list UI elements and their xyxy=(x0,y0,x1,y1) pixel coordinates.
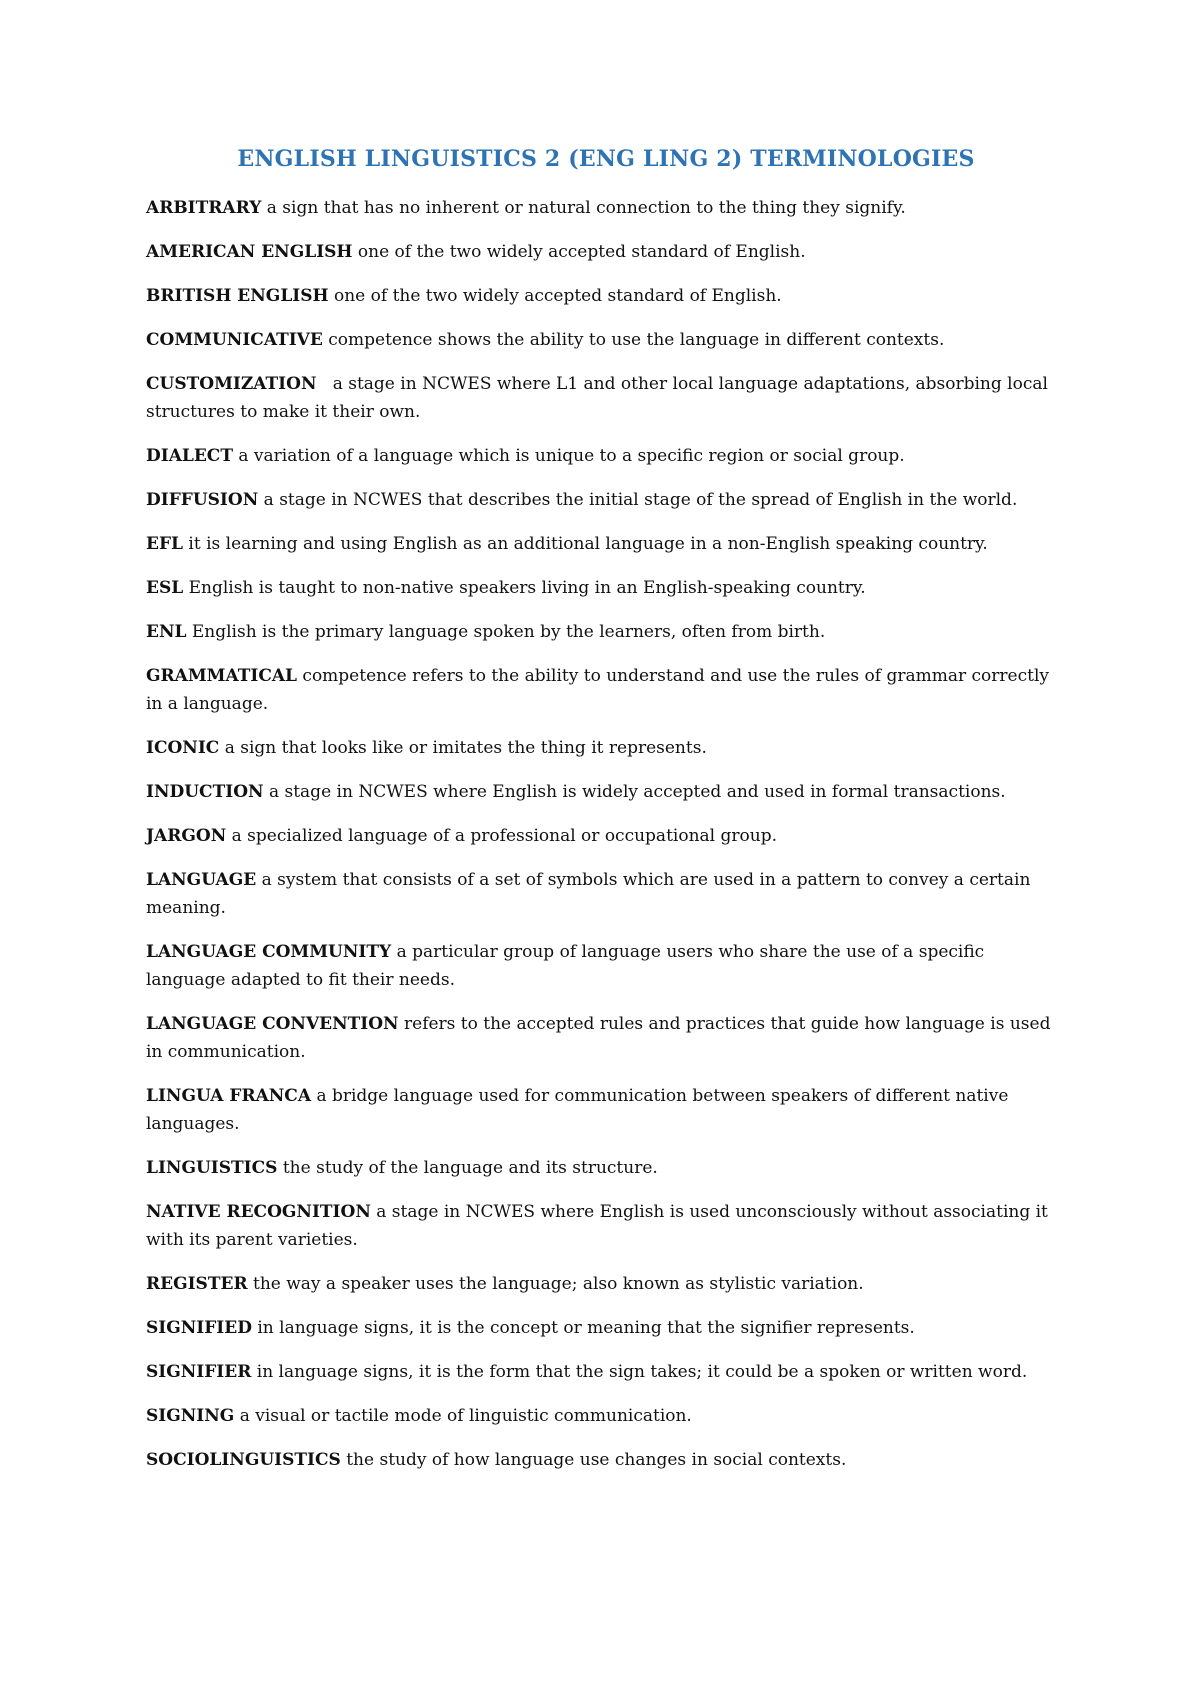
term-label: GRAMMATICAL xyxy=(146,666,298,686)
term-definition: a visual or tactile mode of linguistic communication. xyxy=(239,1406,692,1426)
term-label: ICONIC xyxy=(146,738,220,758)
term-label: COMMUNICATIVE xyxy=(146,330,323,350)
term-label: ESL xyxy=(146,578,184,598)
term-definition: competence refers to the ability to understand and use the rules of grammar correctly in a language. xyxy=(146,666,1055,714)
terminology-entry xyxy=(146,1198,1066,1254)
terminology-entry xyxy=(146,1358,1066,1386)
term-label: SOCIOLINGUISTICS xyxy=(146,1450,341,1470)
term-label: EFL xyxy=(146,534,183,554)
term-label: ENL xyxy=(146,622,187,642)
term-label: ARBITRARY xyxy=(146,198,262,218)
terminology-entry xyxy=(146,1082,1066,1138)
terminology-entry xyxy=(146,662,1066,718)
terminology-entry xyxy=(146,194,1066,222)
term-definition: the study of how language use changes in social contexts. xyxy=(346,1450,847,1470)
term-label: SIGNIFIED xyxy=(146,1318,252,1338)
term-definition: a stage in NCWES where L1 and other local language adaptations, absorbing local structures to make it their own. xyxy=(146,374,1054,422)
term-definition: competence shows the ability to use the language in different contexts. xyxy=(328,330,945,350)
terminology-entry xyxy=(146,1446,1066,1474)
term-label: SIGNING xyxy=(146,1406,235,1426)
term-definition: a stage in NCWES where English is used unconsciously without associating it with its parent varieties. xyxy=(146,1202,1054,1250)
term-definition: a specialized language of a professional or occupational group. xyxy=(231,826,777,846)
term-definition: a stage in NCWES where English is widely accepted and used in formal transactions. xyxy=(268,782,1006,802)
term-label: CUSTOMIZATION xyxy=(146,374,317,394)
term-definition: English is taught to non-native speakers living in an English-speaking country. xyxy=(188,578,866,598)
terminology-entry xyxy=(146,1010,1066,1066)
terminology-entry xyxy=(146,486,1066,514)
term-definition: a bridge language used for communication between speakers of different native languages. xyxy=(146,1086,1014,1134)
term-definition: in language signs, it is the form that the sign takes; it could be a spoken or written word. xyxy=(256,1362,1028,1382)
document-page xyxy=(146,146,1066,1490)
term-definition: one of the two widely accepted standard of English. xyxy=(357,242,806,262)
term-label: LINGUA FRANCA xyxy=(146,1086,312,1106)
term-label: BRITISH ENGLISH xyxy=(146,286,329,306)
terminology-entry xyxy=(146,574,1066,602)
term-label: AMERICAN ENGLISH xyxy=(146,242,353,262)
term-label: REGISTER xyxy=(146,1274,248,1294)
document-title: ENGLISH LINGUISTICS 2 (ENG LING 2) TERMINOLOGIES xyxy=(237,146,975,172)
term-label: LANGUAGE xyxy=(146,870,257,890)
term-definition: one of the two widely accepted standard of English. xyxy=(333,286,782,306)
terminology-list xyxy=(146,194,1066,1474)
terminology-entry xyxy=(146,530,1066,558)
terminology-entry xyxy=(146,326,1066,354)
term-label: LANGUAGE CONVENTION xyxy=(146,1014,399,1034)
terminology-entry xyxy=(146,1154,1066,1182)
term-label: INDUCTION xyxy=(146,782,264,802)
term-definition: refers to the accepted rules and practices that guide how language is used in communication. xyxy=(146,1014,1056,1062)
terminology-entry xyxy=(146,938,1066,994)
term-definition: English is the primary language spoken by the learners, often from birth. xyxy=(191,622,826,642)
term-definition: a variation of a language which is unique to a specific region or social group. xyxy=(238,446,905,466)
terminology-entry xyxy=(146,822,1066,850)
term-label: SIGNIFIER xyxy=(146,1362,252,1382)
term-label: JARGON xyxy=(146,826,227,846)
terminology-entry xyxy=(146,734,1066,762)
term-definition: a particular group of language users who share the use of a specific language adapted to fit their needs. xyxy=(146,942,990,990)
term-definition: in language signs, it is the concept or meaning that the signifier represents. xyxy=(257,1318,915,1338)
terminology-entry xyxy=(146,1270,1066,1298)
terminology-entry xyxy=(146,238,1066,266)
terminology-entry xyxy=(146,282,1066,310)
term-label: NATIVE RECOGNITION xyxy=(146,1202,371,1222)
term-definition: a stage in NCWES that describes the initial stage of the spread of English in the world. xyxy=(263,490,1018,510)
terminology-entry xyxy=(146,370,1066,426)
term-definition: a sign that looks like or imitates the thing it represents. xyxy=(224,738,707,758)
terminology-entry xyxy=(146,1402,1066,1430)
term-definition: a system that consists of a set of symbols which are used in a pattern to convey a certain meaning. xyxy=(146,870,1036,918)
term-label: DIALECT xyxy=(146,446,233,466)
terminology-entry xyxy=(146,442,1066,470)
terminology-entry xyxy=(146,866,1066,922)
term-definition: a sign that has no inherent or natural connection to the thing they signify. xyxy=(266,198,906,218)
term-definition: the way a speaker uses the language; also known as stylistic variation. xyxy=(252,1274,864,1294)
term-label: DIFFUSION xyxy=(146,490,259,510)
terminology-entry xyxy=(146,778,1066,806)
term-label: LINGUISTICS xyxy=(146,1158,278,1178)
term-label: LANGUAGE COMMUNITY xyxy=(146,942,392,962)
terminology-entry xyxy=(146,1314,1066,1342)
term-definition: the study of the language and its structure. xyxy=(282,1158,658,1178)
terminology-entry xyxy=(146,618,1066,646)
term-definition: it is learning and using English as an additional language in a non-English speaking country. xyxy=(188,534,988,554)
